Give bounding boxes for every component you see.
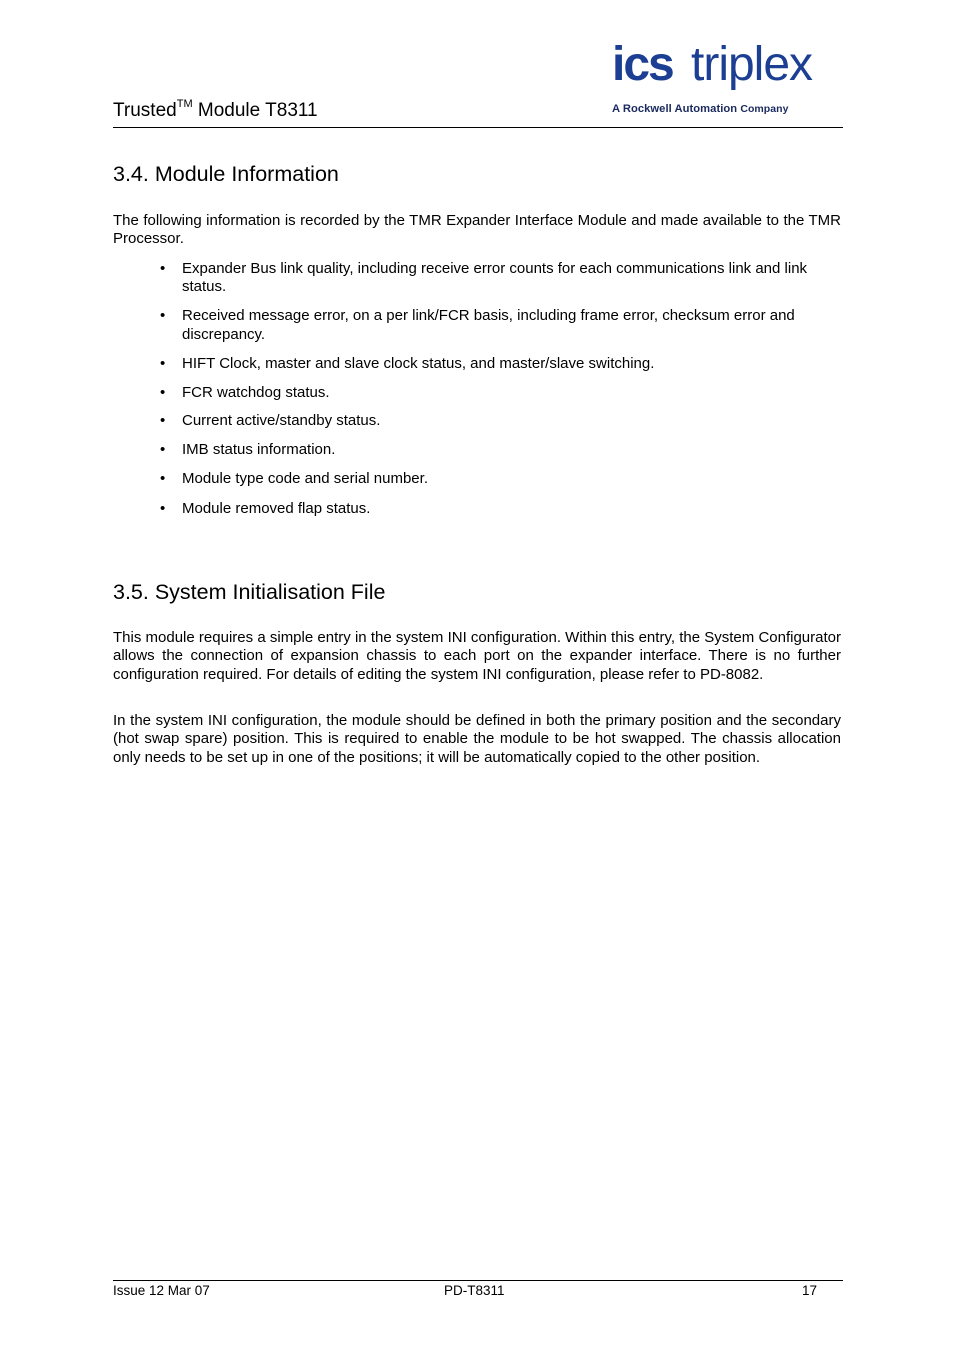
document-title: Trusted™ Module T8311 [113, 97, 318, 121]
svg-text:ics: ics [612, 42, 673, 91]
list-item-text: Received message error, on a per link/FCR basis, including frame error, checksum error and discrepancy. [182, 307, 795, 343]
section-intro: The following information is recorded by the TMR Expander Interface Module and made available to the TMR Processor. [113, 212, 841, 248]
list-item-text: Module removed flap status. [182, 500, 371, 518]
bullet-icon: • [160, 470, 166, 488]
list-item [113, 307, 841, 344]
paragraph: This module requires a simple entry in the system INI configuration. Within this entry, the System Configurator allows the connection of expansion chassis to each port on the expander interface. There is no further configuration required. For details of editing the system INI configuration, please refer to PD-8082. [113, 629, 841, 683]
list-item-text: Module type code and serial number. [182, 470, 428, 488]
bullet-icon: • [160, 354, 166, 372]
list-item-text: FCR watchdog status. [182, 383, 330, 401]
bullet-icon: • [160, 412, 166, 430]
bullet-icon: • [160, 260, 166, 277]
list-item-text: Current active/standby status. [182, 412, 381, 430]
list-item [113, 412, 841, 430]
header-rule [113, 127, 843, 128]
list-item [113, 260, 841, 297]
bullet-list [113, 260, 841, 519]
svg-text:triplex: triplex [691, 42, 813, 91]
footer-issue: Issue 12 Mar 07 [113, 1283, 210, 1298]
list-item [113, 500, 841, 518]
trademark-superscript: TM [176, 97, 193, 110]
footer-doc-id: PD-T8311 [444, 1283, 505, 1298]
list-item [113, 384, 841, 402]
list-item [113, 441, 841, 459]
list-item-text: IMB status information. [182, 441, 336, 459]
bullet-icon: • [160, 500, 166, 518]
bullet-icon: • [160, 383, 166, 401]
logo-tagline: A Rockwell Automation Company [612, 103, 789, 115]
list-item-text: HIFT Clock, master and slave clock status, and master/slave switching. [182, 354, 655, 372]
list-item-text: Expander Bus link quality, including receive error counts for each communications link and link status. [182, 260, 808, 296]
footer-rule [113, 1280, 843, 1281]
page-number: 17 [802, 1283, 818, 1298]
bullet-icon: • [160, 441, 166, 459]
section-heading-system-initialisation: 3.5. System Initialisation File [113, 580, 386, 604]
list-item [113, 355, 841, 373]
list-item [113, 470, 841, 488]
paragraph: In the system INI configuration, the module should be defined in both the primary position and the secondary (hot swap spare) position. This is required to enable the module to be hot swapped. The chassis allocation only needs to be set up in one of the positions; it will be automatically copied to the other position. [113, 712, 841, 766]
section-heading-module-information: 3.4. Module Information [113, 162, 339, 186]
bullet-icon: • [160, 307, 166, 325]
